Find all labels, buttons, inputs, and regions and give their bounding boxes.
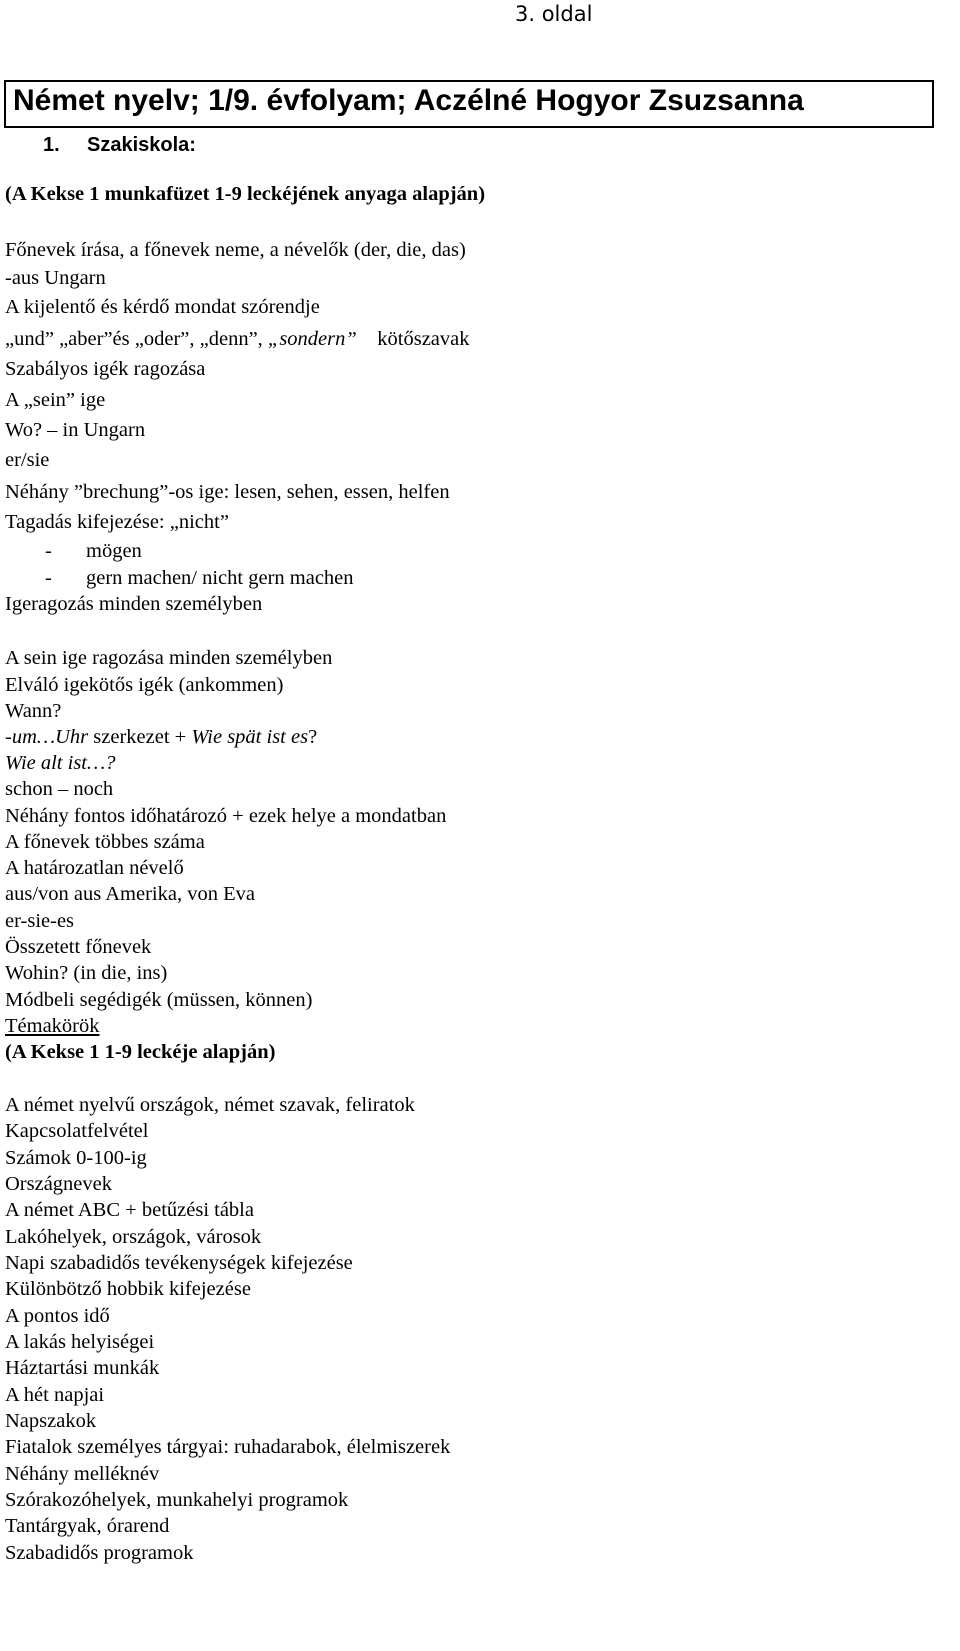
question-mark: ?: [308, 726, 318, 748]
topic-item: Fiatalok személyes tárgyai: ruhadarabok, élelmiszerek: [5, 1436, 451, 1458]
document-title: Német nyelv; 1/9. évfolyam; Aczélné Hogyor Zsuzsanna: [13, 84, 804, 117]
topic-item: Háztartási munkák: [5, 1357, 160, 1379]
topic-item: A német ABC + betűzési tábla: [5, 1199, 254, 1221]
topic-item: Napszakok: [5, 1410, 97, 1432]
grammar-item: Szabályos igék ragozása: [5, 358, 206, 380]
bullet-text: mögen: [86, 540, 142, 562]
grammar-item: A sein ige ragozása minden személyben: [5, 647, 333, 669]
topic-item: Szabadidős programok: [5, 1542, 194, 1564]
topic-item: Számok 0-100-ig: [5, 1147, 147, 1169]
topic-item: A német nyelvű országok, német szavak, feliratok: [5, 1094, 415, 1116]
section-number: 1.: [43, 134, 60, 156]
grammar-item: schon – noch: [5, 778, 114, 800]
time-question: Wie spät ist es: [191, 726, 309, 748]
bullet-text: gern machen/ nicht gern machen: [86, 567, 354, 589]
grammar-item: er/sie: [5, 449, 50, 471]
topic-item: Szórakozóhelyek, munkahelyi programok: [5, 1489, 349, 1511]
topic-item: A hét napjai: [5, 1384, 105, 1406]
topic-item: Napi szabadidős tevékenységek kifejezése: [5, 1252, 353, 1274]
topics-heading: Témakörök: [5, 1015, 100, 1037]
topic-item: Különbötző hobbik kifejezése: [5, 1278, 251, 1300]
grammar-item: A határozatlan névelő: [5, 857, 184, 879]
grammar-item: A főnevek többes száma: [5, 831, 205, 853]
grammar-item: -aus Ungarn: [5, 267, 106, 289]
grammar-item: Elváló igekötős igék (ankommen): [5, 674, 284, 696]
section-heading: [43, 134, 196, 157]
conjunctions-label: kötőszavak: [377, 328, 470, 350]
grammar-item: er-sie-es: [5, 910, 75, 932]
grammar-item: Tagadás kifejezése: „nicht”: [5, 511, 229, 533]
grammar-item: Wann?: [5, 700, 62, 722]
bullet-dash: -: [45, 540, 52, 562]
grammar-item: Wo? – in Ungarn: [5, 419, 146, 441]
grammar-item: Wie alt ist…?: [5, 752, 116, 774]
time-phrase: -um…Uhr: [5, 726, 89, 748]
topic-item: A lakás helyiségei: [5, 1331, 155, 1353]
topic-item: Lakóhelyek, országok, városok: [5, 1226, 262, 1248]
bullet-item: [45, 541, 142, 562]
bullet-item: [45, 568, 354, 589]
grammar-item-conjunctions: [5, 329, 470, 350]
topic-item: A pontos idő: [5, 1305, 110, 1327]
time-structure: szerkezet +: [93, 726, 187, 748]
topics-source: (A Kekse 1 1-9 leckéje alapján): [5, 1041, 276, 1063]
topic-item: Országnevek: [5, 1173, 113, 1195]
grammar-item: Néhány ”brechung”-os ige: lesen, sehen, essen, helfen: [5, 481, 450, 503]
topic-item: Kapcsolatfelvétel: [5, 1120, 149, 1142]
section-label: Szakiskola:: [87, 134, 196, 156]
grammar-item: Összetett főnevek: [5, 936, 152, 958]
source-note: (A Kekse 1 munkafüzet 1-9 leckéjének anyaga alapján): [5, 183, 486, 205]
grammar-item-time: [5, 727, 317, 748]
grammar-item: aus/von aus Amerika, von Eva: [5, 883, 255, 905]
bullet-dash: -: [45, 567, 52, 589]
grammar-item: Néhány fontos időhatározó + ezek helye a mondatban: [5, 805, 447, 827]
grammar-item: Főnevek írása, a főnevek neme, a névelők (der, die, das): [5, 239, 466, 261]
topic-item: Tantárgyak, órarend: [5, 1515, 170, 1537]
page-number: 3. oldal: [515, 2, 593, 26]
grammar-item: Módbeli segédigék (müssen, können): [5, 989, 313, 1011]
grammar-item: A kijelentő és kérdő mondat szórendje: [5, 296, 320, 318]
grammar-item: Wohin? (in die, ins): [5, 962, 168, 984]
grammar-item: Igeragozás minden személyben: [5, 593, 263, 615]
grammar-item: A „sein” ige: [5, 389, 106, 411]
conjunctions-text: „und” „aber”és „oder”, „denn”,: [5, 328, 263, 350]
conjunction-sondern: „sondern”: [267, 328, 357, 350]
topic-item: Néhány melléknév: [5, 1463, 160, 1485]
